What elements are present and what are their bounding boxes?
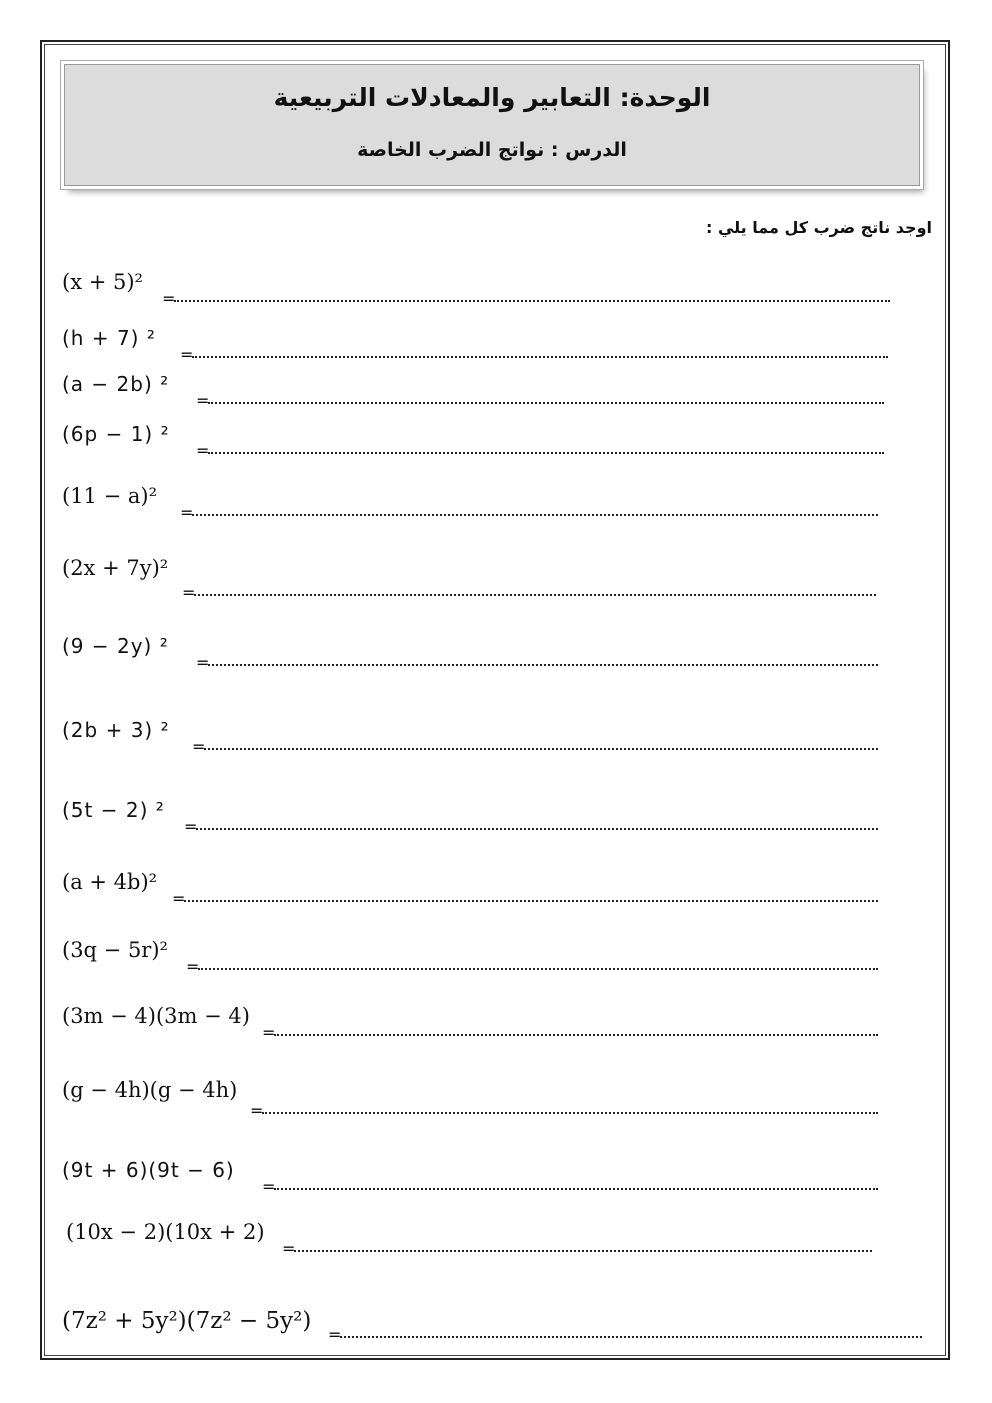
instruction: اوجد ناتج ضرب كل مما يلي : xyxy=(705,218,932,237)
equals-sign: = xyxy=(184,817,198,836)
answer-line[interactable] xyxy=(274,1188,878,1190)
equals-sign: = xyxy=(262,1177,276,1196)
equals-sign: = xyxy=(192,737,206,756)
expression: (3q − 5r)² xyxy=(62,938,168,962)
expression: (10x − 2)(10x + 2) xyxy=(66,1220,265,1244)
unit-title: الوحدة: التعابير والمعادلات التربيعية xyxy=(273,83,711,112)
expression: (7z² + 5y²)(7z² − 5y²) xyxy=(62,1308,312,1334)
title-box xyxy=(64,64,920,186)
equals-sign: = xyxy=(162,289,176,308)
answer-line[interactable] xyxy=(192,514,878,516)
equals-sign: = xyxy=(186,957,200,976)
answer-line[interactable] xyxy=(340,1336,922,1338)
equals-sign: = xyxy=(182,583,196,602)
equals-sign: = xyxy=(196,653,210,672)
answer-line[interactable] xyxy=(208,664,878,666)
expression: (3m − 4)(3m − 4) xyxy=(62,1004,250,1028)
lesson-title: الدرس : نواتج الضرب الخاصة xyxy=(357,139,627,161)
answer-line[interactable] xyxy=(196,828,878,830)
equals-sign: = xyxy=(180,345,194,364)
answer-line[interactable] xyxy=(184,900,878,902)
expression: (9t + 6)(9t − 6) xyxy=(62,1158,235,1182)
answer-line[interactable] xyxy=(208,452,884,454)
equals-sign: = xyxy=(196,441,210,460)
equals-sign: = xyxy=(328,1325,342,1344)
expression: (g − 4h)(g − 4h) xyxy=(62,1078,238,1102)
expression: (2b + 3) ² xyxy=(62,718,170,742)
expression: (x + 5)² xyxy=(62,270,143,294)
answer-line[interactable] xyxy=(198,968,878,970)
expression: (2x + 7y)² xyxy=(62,556,169,580)
answer-line[interactable] xyxy=(208,402,884,404)
answer-line[interactable] xyxy=(274,1034,878,1036)
expression: (6p − 1) ² xyxy=(62,422,170,446)
expression: (a − 2b) ² xyxy=(62,372,170,396)
equals-sign: = xyxy=(262,1023,276,1042)
answer-line[interactable] xyxy=(192,356,888,358)
equals-sign: = xyxy=(250,1101,264,1120)
answer-line[interactable] xyxy=(204,748,878,750)
expression: (5t − 2) ² xyxy=(62,798,165,822)
expression: (h + 7) ² xyxy=(62,326,156,350)
equals-sign: = xyxy=(196,391,210,410)
equals-sign: = xyxy=(172,889,186,908)
expression: (9 − 2y) ² xyxy=(62,634,169,658)
answer-line[interactable] xyxy=(294,1250,872,1252)
equals-sign: = xyxy=(180,503,194,522)
answer-line[interactable] xyxy=(194,594,876,596)
answer-line[interactable] xyxy=(262,1112,878,1114)
expression: (11 − a)² xyxy=(62,484,157,508)
expression: (a + 4b)² xyxy=(62,870,158,894)
equals-sign: = xyxy=(282,1239,296,1258)
answer-line[interactable] xyxy=(174,300,890,302)
